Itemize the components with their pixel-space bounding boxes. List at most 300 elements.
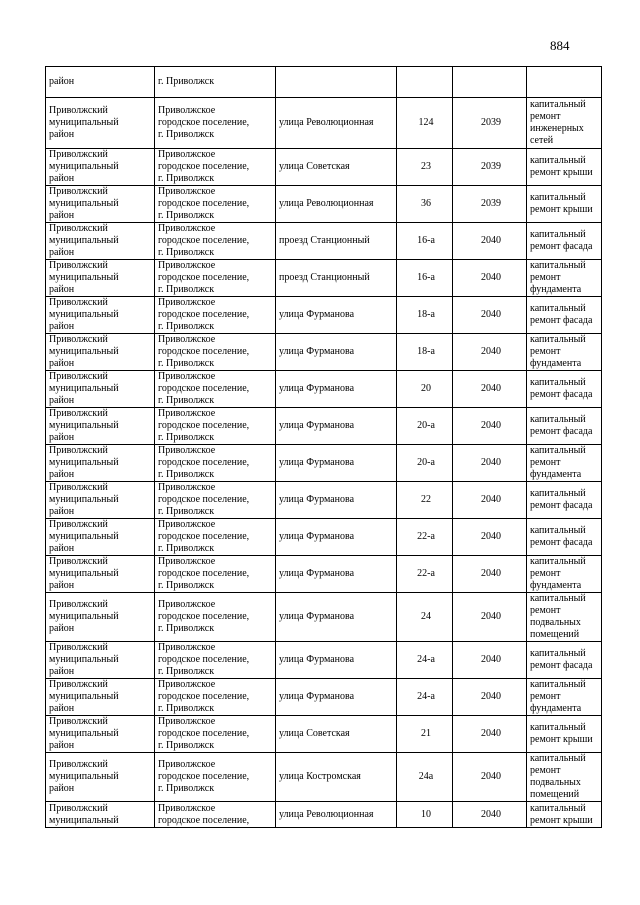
table-row <box>46 297 602 334</box>
cell-line: г. Приволжск <box>158 580 215 591</box>
work-type-cell <box>527 149 602 186</box>
street-cell: улица Революционная <box>276 802 397 828</box>
cell-line: Приволжский <box>49 802 108 814</box>
cell-line: Приволжское <box>158 334 216 345</box>
table-row <box>46 642 602 679</box>
cell-line: район <box>49 543 75 554</box>
cell-line: г. Приволжск <box>158 666 215 677</box>
table-row <box>46 149 602 186</box>
cell-line: Приволжское <box>158 759 216 770</box>
work-type-cell <box>527 186 602 223</box>
cell-line: Приволжский <box>49 482 108 493</box>
settlement-cell <box>155 408 276 445</box>
street-cell <box>276 67 397 98</box>
year-cell: 2040 <box>453 297 527 334</box>
cell-line: Приволжское <box>158 642 216 653</box>
capital-repair-table <box>45 66 602 828</box>
cell-line: Приволжский <box>49 642 108 653</box>
cell-line: район <box>49 173 75 184</box>
district-cell <box>46 753 155 802</box>
cell-line: капитальный <box>530 722 586 733</box>
work-type-cell <box>527 679 602 716</box>
cell-line: помещений <box>530 789 580 800</box>
cell-line: Приволжский <box>49 186 108 197</box>
settlement-cell <box>155 753 276 802</box>
table-row <box>46 753 602 802</box>
table-row <box>46 371 602 408</box>
cell-line: муниципальный <box>49 691 119 702</box>
cell-line: капитальный <box>530 445 586 456</box>
settlement-cell <box>155 802 276 828</box>
cell-line: городское поселение, <box>158 198 250 209</box>
district-cell <box>46 149 155 186</box>
cell-line: капитальный <box>530 260 586 271</box>
cell-line: городское поселение, <box>158 654 250 665</box>
cell-line: инженерных <box>530 123 584 134</box>
cell-line: район <box>49 666 75 677</box>
cell-line: ремонт <box>530 111 561 122</box>
cell-line: фундамента <box>530 703 582 714</box>
cell-line: Приволжское <box>158 149 216 160</box>
cell-line: Приволжский <box>49 105 108 116</box>
street-cell: улица Советская <box>276 149 397 186</box>
cell-line: г. Приволжск <box>158 469 215 480</box>
cell-line: муниципальный <box>49 383 119 394</box>
cell-line: г. Приволжск <box>158 783 215 794</box>
cell-line: Приволжский <box>49 759 108 770</box>
cell-line: муниципальный <box>49 531 119 542</box>
settlement-cell <box>155 642 276 679</box>
street-cell: улица Костромская <box>276 753 397 802</box>
cell-line: муниципальный <box>49 457 119 468</box>
year-cell: 2039 <box>453 98 527 149</box>
street-cell: улица Фурманова <box>276 642 397 679</box>
cell-line: ремонт крыши <box>530 167 593 178</box>
cell-line: ремонт фасада <box>530 426 593 437</box>
cell-line: г. Приволжск <box>158 210 215 221</box>
work-type-cell <box>527 445 602 482</box>
cell-line: Приволжское <box>158 445 216 456</box>
cell-line: Приволжский <box>49 408 108 419</box>
house-number-cell: 20 <box>397 371 453 408</box>
house-number-cell: 24а <box>397 753 453 802</box>
street-cell: улица Фурманова <box>276 482 397 519</box>
cell-line: городское поселение, <box>158 691 250 702</box>
street-cell: улица Фурманова <box>276 334 397 371</box>
cell-line: капитальный <box>530 593 586 604</box>
settlement-cell <box>155 186 276 223</box>
cell-line: муниципальный <box>49 568 119 579</box>
cell-line: капитальный <box>530 556 586 567</box>
cell-line: Приволжский <box>49 149 108 160</box>
year-cell: 2040 <box>453 679 527 716</box>
cell-line: городское поселение, <box>158 568 250 579</box>
work-type-cell <box>527 593 602 642</box>
table-row-continued <box>46 67 602 98</box>
year-cell <box>453 67 527 98</box>
cell-line: фундамента <box>530 358 582 369</box>
district-cell <box>46 223 155 260</box>
cell-line: городское поселение, <box>158 346 250 357</box>
settlement-cell: г. Приволжск <box>155 67 276 98</box>
cell-line: Приволжское <box>158 679 216 690</box>
cell-line: ремонт <box>530 346 561 357</box>
cell-line: ремонт <box>530 691 561 702</box>
street-cell: улица Фурманова <box>276 371 397 408</box>
street-cell: улица Советская <box>276 716 397 753</box>
cell-line: г. Приволжск <box>158 395 215 406</box>
cell-line: Приволжский <box>49 556 108 567</box>
cell-line: муниципальный <box>49 161 119 172</box>
cell-line: Приволжский <box>49 223 108 234</box>
year-cell: 2040 <box>453 593 527 642</box>
cell-line: Приволжское <box>158 105 216 116</box>
cell-line: Приволжское <box>158 599 216 610</box>
house-number-cell: 16-а <box>397 223 453 260</box>
cell-line: городское поселение, <box>158 272 250 283</box>
table-row <box>46 593 602 642</box>
house-number-cell: 24-а <box>397 642 453 679</box>
cell-line: г. Приволжск <box>158 543 215 554</box>
district-cell <box>46 642 155 679</box>
street-cell: улица Революционная <box>276 186 397 223</box>
cell-line: муниципальный <box>49 420 119 431</box>
cell-line: район <box>49 432 75 443</box>
district-cell <box>46 334 155 371</box>
cell-line: муниципальный <box>49 272 119 283</box>
settlement-cell <box>155 371 276 408</box>
cell-line: подвальных <box>530 617 581 628</box>
district-cell <box>46 408 155 445</box>
cell-line: капитальный <box>530 525 586 536</box>
cell-line: капитальный <box>530 414 586 425</box>
settlement-cell <box>155 519 276 556</box>
year-cell: 2040 <box>453 223 527 260</box>
cell-line: район <box>49 580 75 591</box>
cell-line: городское поселение, <box>158 771 250 782</box>
street-cell: проезд Станционный <box>276 260 397 297</box>
street-cell: проезд Станционный <box>276 223 397 260</box>
street-cell: улица Фурманова <box>276 297 397 334</box>
table-row <box>46 223 602 260</box>
table-row <box>46 679 602 716</box>
cell-line: Приволжский <box>49 371 108 382</box>
street-cell: улица Фурманова <box>276 519 397 556</box>
year-cell: 2040 <box>453 334 527 371</box>
house-number-cell: 124 <box>397 98 453 149</box>
cell-line: Приволжский <box>49 445 108 456</box>
work-type-cell <box>527 371 602 408</box>
year-cell: 2040 <box>453 371 527 408</box>
work-type-cell <box>527 98 602 149</box>
settlement-cell <box>155 679 276 716</box>
cell-line: городское поселение, <box>158 457 250 468</box>
cell-line: ремонт фасада <box>530 500 593 511</box>
work-type-cell <box>527 716 602 753</box>
cell-line: Приволжский <box>49 334 108 345</box>
settlement-cell <box>155 260 276 297</box>
street-cell: улица Фурманова <box>276 445 397 482</box>
district-cell <box>46 186 155 223</box>
settlement-cell <box>155 223 276 260</box>
settlement-cell <box>155 556 276 593</box>
cell-line: г. Приволжск <box>158 321 215 332</box>
cell-line: район <box>49 506 75 517</box>
table-row <box>46 260 602 297</box>
year-cell: 2039 <box>453 149 527 186</box>
table-body <box>46 67 602 828</box>
district-cell <box>46 679 155 716</box>
cell-line: муниципальный <box>49 346 119 357</box>
district-cell <box>46 98 155 149</box>
cell-line: капитальный <box>530 192 586 203</box>
cell-line: капитальный <box>530 99 586 110</box>
cell-line: Приволжское <box>158 716 216 727</box>
cell-line: Приволжское <box>158 802 216 814</box>
house-number-cell <box>397 67 453 98</box>
work-type-cell <box>527 223 602 260</box>
cell-line: муниципальный <box>49 814 119 826</box>
cell-line: капитальный <box>530 155 586 166</box>
cell-line: Приволжское <box>158 519 216 530</box>
settlement-cell <box>155 334 276 371</box>
district-cell <box>46 260 155 297</box>
cell-line: район <box>49 210 75 221</box>
year-cell: 2040 <box>453 716 527 753</box>
cell-line: муниципальный <box>49 728 119 739</box>
district-cell <box>46 519 155 556</box>
cell-line: муниципальный <box>49 494 119 505</box>
year-cell: 2040 <box>453 642 527 679</box>
table-row <box>46 556 602 593</box>
cell-line: ремонт фасада <box>530 389 593 400</box>
settlement-cell <box>155 98 276 149</box>
cell-line: капитальный <box>530 303 586 314</box>
cell-line: район <box>49 703 75 714</box>
work-type-cell <box>527 556 602 593</box>
cell-line: Приволжский <box>49 519 108 530</box>
cell-line: г. Приволжск <box>158 432 215 443</box>
settlement-cell <box>155 149 276 186</box>
year-cell: 2040 <box>453 408 527 445</box>
cell-line: г. Приволжск <box>158 129 215 140</box>
cell-line: Приволжское <box>158 260 216 271</box>
cell-line: капитальный <box>530 648 586 659</box>
cell-line: городское поселение, <box>158 309 250 320</box>
table-row <box>46 482 602 519</box>
cell-line: район <box>49 247 75 258</box>
cell-line: Приволжское <box>158 186 216 197</box>
cell-line: капитальный <box>530 753 586 764</box>
cell-line: капитальный <box>530 229 586 240</box>
cell-line: городское поселение, <box>158 814 250 826</box>
settlement-cell <box>155 716 276 753</box>
cell-line: Приволжское <box>158 408 216 419</box>
district-cell: район <box>46 67 155 98</box>
cell-line: муниципальный <box>49 611 119 622</box>
cell-line: городское поселение, <box>158 728 250 739</box>
cell-line: г. Приволжск <box>158 703 215 714</box>
settlement-cell <box>155 445 276 482</box>
house-number-cell: 22 <box>397 482 453 519</box>
cell-line: ремонт крыши <box>530 814 593 826</box>
year-cell: 2040 <box>453 519 527 556</box>
settlement-cell <box>155 593 276 642</box>
district-cell <box>46 593 155 642</box>
cell-line: район <box>49 740 75 751</box>
cell-line: район <box>49 284 75 295</box>
year-cell: 2040 <box>453 445 527 482</box>
cell-line: муниципальный <box>49 198 119 209</box>
cell-line: фундамента <box>530 469 582 480</box>
work-type-cell <box>527 482 602 519</box>
year-cell: 2040 <box>453 753 527 802</box>
cell-line: Приволжское <box>158 556 216 567</box>
cell-line: г. Приволжск <box>158 740 215 751</box>
house-number-cell: 23 <box>397 149 453 186</box>
cell-line: Приволжский <box>49 716 108 727</box>
cell-line: Приволжский <box>49 599 108 610</box>
cell-line: подвальных <box>530 777 581 788</box>
cell-line: ремонт крыши <box>530 204 593 215</box>
cell-line: ремонт фасада <box>530 241 593 252</box>
work-type-cell <box>527 753 602 802</box>
cell-line: ремонт крыши <box>530 734 593 745</box>
house-number-cell: 20-а <box>397 445 453 482</box>
cell-line: капитальный <box>530 377 586 388</box>
cell-line: городское поселение, <box>158 494 250 505</box>
house-number-cell: 18-а <box>397 297 453 334</box>
year-cell: 2040 <box>453 482 527 519</box>
cell-line: муниципальный <box>49 771 119 782</box>
district-cell <box>46 802 155 828</box>
cell-line: Приволжское <box>158 371 216 382</box>
street-cell: улица Фурманова <box>276 679 397 716</box>
house-number-cell: 22-а <box>397 556 453 593</box>
cell-line: ремонт фасада <box>530 660 593 671</box>
settlement-cell <box>155 297 276 334</box>
house-number-cell: 20-а <box>397 408 453 445</box>
work-type-cell <box>527 67 602 98</box>
cell-line: г. Приволжск <box>158 506 215 517</box>
cell-line: ремонт <box>530 605 561 616</box>
cell-line: помещений <box>530 629 580 640</box>
cell-line: г. Приволжск <box>158 173 215 184</box>
page-number: 884 <box>550 38 570 53</box>
cell-line: Приволжское <box>158 482 216 493</box>
cell-line: городское поселение, <box>158 383 250 394</box>
year-cell: 2040 <box>453 556 527 593</box>
district-cell <box>46 556 155 593</box>
cell-line: район <box>49 469 75 480</box>
year-cell: 2040 <box>453 802 527 828</box>
work-type-cell <box>527 297 602 334</box>
house-number-cell: 21 <box>397 716 453 753</box>
year-cell: 2040 <box>453 260 527 297</box>
table-row <box>46 408 602 445</box>
street-cell: улица Фурманова <box>276 556 397 593</box>
house-number-cell: 10 <box>397 802 453 828</box>
house-number-cell: 16-а <box>397 260 453 297</box>
district-cell <box>46 482 155 519</box>
cell-line: фундамента <box>530 284 582 295</box>
cell-line: капитальный <box>530 679 586 690</box>
cell-line: район <box>49 783 75 794</box>
cell-line: муниципальный <box>49 654 119 665</box>
district-cell <box>46 297 155 334</box>
cell-line: Приволжское <box>158 223 216 234</box>
cell-line: городское поселение, <box>158 420 250 431</box>
house-number-cell: 36 <box>397 186 453 223</box>
cell-line: муниципальный <box>49 117 119 128</box>
cell-line: ремонт фасада <box>530 315 593 326</box>
cell-line: муниципальный <box>49 235 119 246</box>
cell-line: Приволжский <box>49 679 108 690</box>
table-row <box>46 445 602 482</box>
house-number-cell: 22-а <box>397 519 453 556</box>
cell-line: городское поселение, <box>158 117 250 128</box>
cell-line: район <box>49 623 75 634</box>
house-number-cell: 24 <box>397 593 453 642</box>
house-number-cell: 18-а <box>397 334 453 371</box>
work-type-cell <box>527 408 602 445</box>
work-type-cell <box>527 519 602 556</box>
street-cell: улица Фурманова <box>276 593 397 642</box>
cell-line: городское поселение, <box>158 235 250 246</box>
table-row <box>46 186 602 223</box>
work-type-cell <box>527 260 602 297</box>
cell-line: городское поселение, <box>158 161 250 172</box>
district-cell <box>46 445 155 482</box>
cell-line: район <box>49 395 75 406</box>
cell-line: фундамента <box>530 580 582 591</box>
cell-line: Приволжский <box>49 297 108 308</box>
cell-line: муниципальный <box>49 309 119 320</box>
cell-line: г. Приволжск <box>158 247 215 258</box>
cell-line: городское поселение, <box>158 611 250 622</box>
cell-line: Приволжское <box>158 297 216 308</box>
district-cell <box>46 716 155 753</box>
settlement-cell <box>155 482 276 519</box>
cell-line: ремонт <box>530 457 561 468</box>
work-type-cell <box>527 802 602 828</box>
cell-line: район <box>49 321 75 332</box>
cell-line: сетей <box>530 135 554 146</box>
table-row <box>46 334 602 371</box>
table-row <box>46 98 602 149</box>
cell-line: г. Приволжск <box>158 358 215 369</box>
cell-line: г. Приволжск <box>158 623 215 634</box>
cell-line: ремонт <box>530 568 561 579</box>
cell-line: капитальный <box>530 488 586 499</box>
cell-line: Приволжский <box>49 260 108 271</box>
work-type-cell <box>527 642 602 679</box>
year-cell: 2039 <box>453 186 527 223</box>
house-number-cell: 24-а <box>397 679 453 716</box>
cell-line: ремонт <box>530 765 561 776</box>
cell-line: г. Приволжск <box>158 284 215 295</box>
cell-line: городское поселение, <box>158 531 250 542</box>
table-row <box>46 802 602 828</box>
cell-line: капитальный <box>530 334 586 345</box>
cell-line: ремонт фасада <box>530 537 593 548</box>
cell-line: ремонт <box>530 272 561 283</box>
table-row <box>46 716 602 753</box>
street-cell: улица Фурманова <box>276 408 397 445</box>
street-cell: улица Революционная <box>276 98 397 149</box>
cell-line: район <box>49 129 75 140</box>
table-row <box>46 519 602 556</box>
